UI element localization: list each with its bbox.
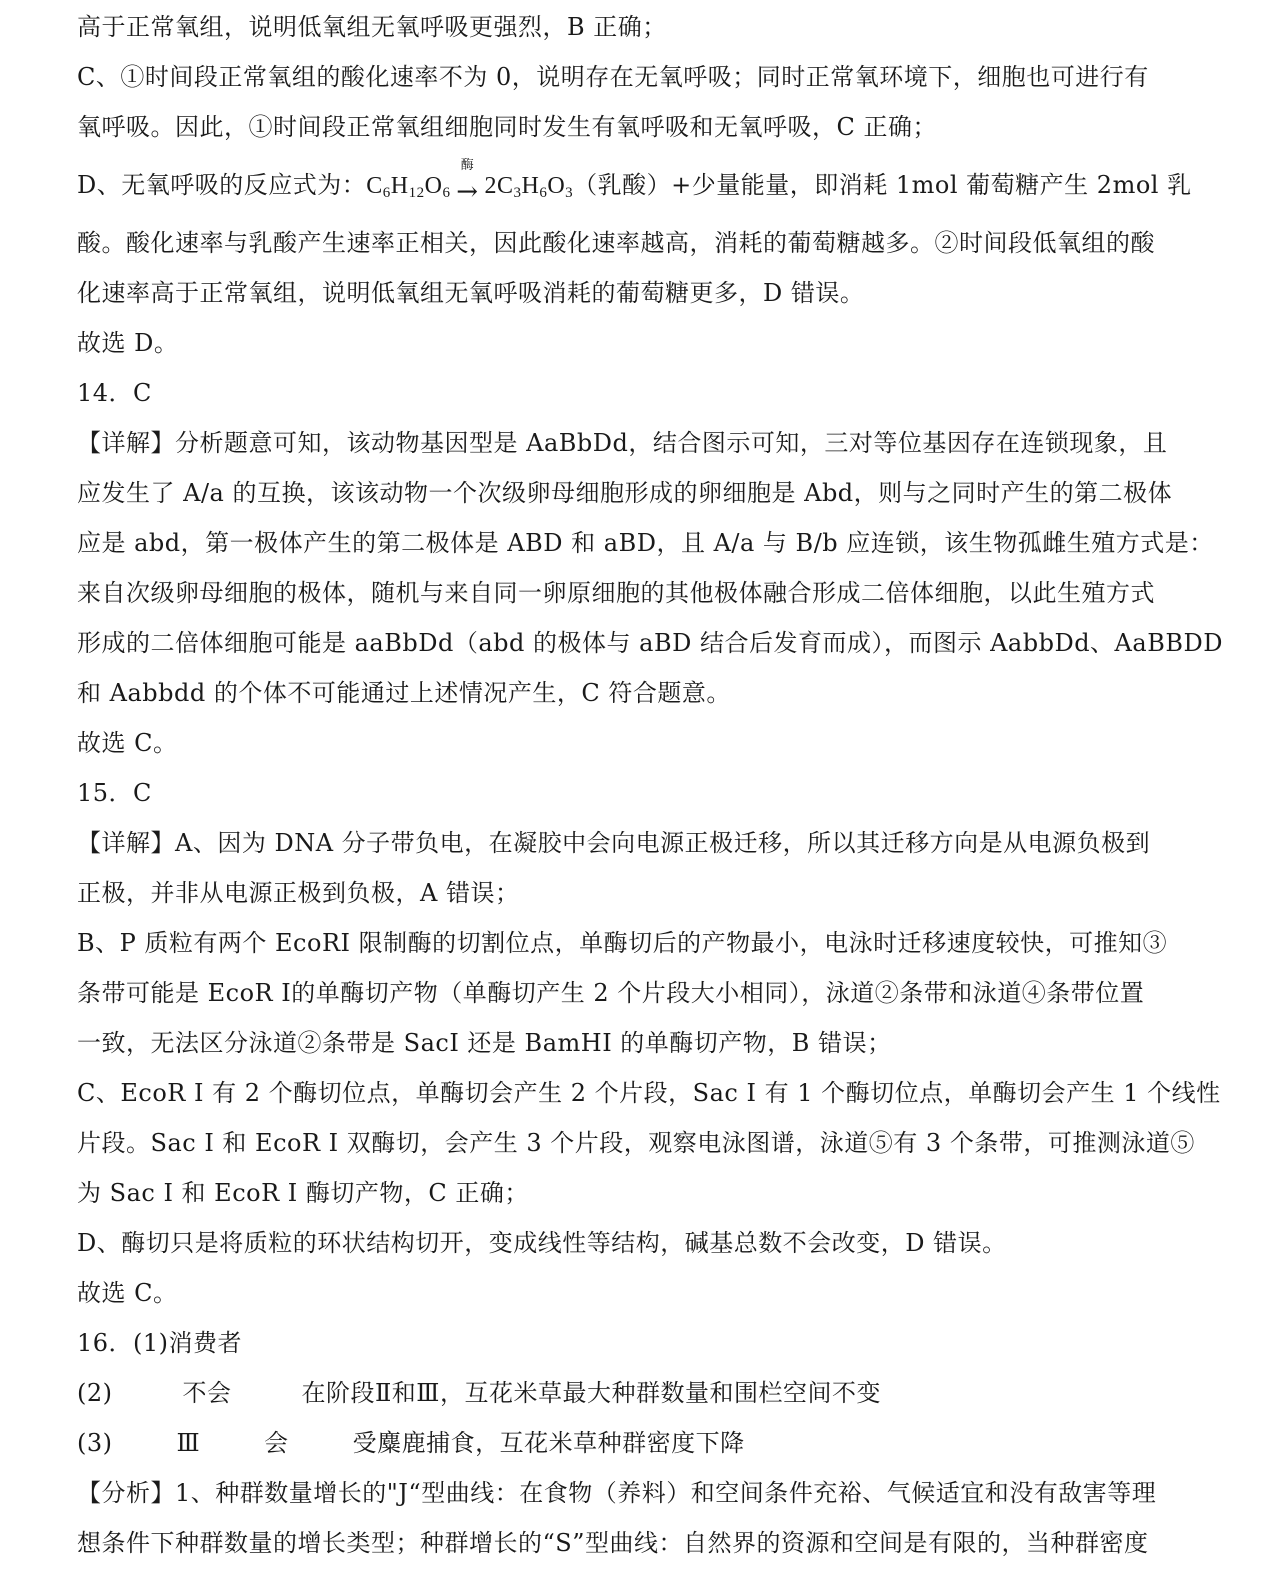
text-line: C、①时间段正常氧组的酸化速率不为 0，说明存在无氧呼吸；同时正常氧环境下，细胞也可进行有	[77, 63, 1149, 91]
question-16-part-3	[77, 1428, 1197, 1458]
text-line: C、EcoR I 有 2 个酶切位点，单酶切会产生 2 个片段，Sac I 有 1 个酶切位点，单酶切会产生 1 个线性	[77, 1079, 1221, 1107]
text-line: 为 Sac I 和 EcoR I 酶切产物，C 正确；	[77, 1179, 529, 1207]
text-line: 来自次级卵母细胞的极体，随机与来自同一卵原细胞的其他极体融合形成二倍体细胞，以此生殖方式	[77, 579, 1155, 607]
text-line: D、酶切只是将质粒的环状结构切开，变成线性等结构，碱基总数不会改变，D 错误。	[77, 1229, 1007, 1257]
text-line: 片段。Sac I 和 EcoR I 双酶切，会产生 3 个片段，观察电泳图谱，泳道⑤有 3 个条带，可推测泳道⑤	[77, 1129, 1195, 1157]
text-line: 【详解】分析题意可知，该动物基因型是 AaBbDd，结合图示可知，三对等位基因存在连锁现象，且	[77, 429, 1168, 457]
text-line: 氧呼吸。因此，①时间段正常氧组细胞同时发生有氧呼吸和无氧呼吸，C 正确；	[77, 113, 937, 141]
answer-conclusion: 故选 C。	[77, 729, 178, 757]
equation-prefix: D、无氧呼吸的反应式为：	[77, 171, 367, 199]
question-15-answer: 15．C	[77, 779, 152, 807]
text-line: 正极，并非从电源正极到负极，A 错误；	[77, 879, 520, 907]
equation-suffix: （乳酸）+少量能量，即消耗 1mol 葡萄糖产生 2mol 乳	[573, 171, 1192, 199]
part-reason: 受麋鹿捕食，互花米草种群密度下降	[352, 1429, 745, 1457]
text-line: 条带可能是 EcoR Ⅰ的单酶切产物（单酶切产生 2 个片段大小相同），泳道②条带和泳道④条带位置	[77, 979, 1145, 1007]
text-line: 应是 abd，第一极体产生的第二极体是 ABD 和 aBD，且 A/a 与 B/b 应连锁，该生物孤雌生殖方式是：	[77, 529, 1214, 557]
text-line: 一致，无法区分泳道②条带是 SacI 还是 BamHI 的单酶切产物，B 错误；	[77, 1029, 892, 1057]
text-line: B、P 质粒有两个 EcoRI 限制酶的切割位点，单酶切后的产物最小，电泳时迁移速度较快，可推知③	[77, 929, 1168, 957]
text-line: 化速率高于正常氧组，说明低氧组无氧呼吸消耗的葡萄糖更多，D 错误。	[77, 279, 865, 307]
text-line: 应发生了 A/a 的互换，该该动物一个次级卵母细胞形成的卵细胞是 Abd，则与之同时产生的第二极体	[77, 479, 1173, 507]
part-answer: 不会	[182, 1379, 232, 1407]
question-16-part-1: 16．(1)消费者	[77, 1329, 243, 1357]
text-line: 酸。酸化速率与乳酸产生速率正相关，因此酸化速率越高，消耗的葡萄糖越多。②时间段低氧组的酸	[77, 229, 1155, 257]
catalyst-label: 酶	[460, 158, 475, 173]
lactic-acid-formula: $2C_3H_6O_3$	[484, 173, 574, 201]
part-stage: Ⅲ	[176, 1429, 201, 1457]
part-reason: 在阶段Ⅱ和Ⅲ，互花米草最大种群数量和围栏空间不变	[301, 1379, 881, 1407]
text-line: 【分析】1、种群数量增长的"J“型曲线：在食物（养料）和空间条件充裕、气候适宜和没有敌害等理	[77, 1479, 1157, 1507]
question-14-answer: 14．C	[77, 379, 152, 407]
question-16-part-2	[77, 1378, 1197, 1408]
text-line: 想条件下种群数量的增长类型；种群增长的“S”型曲线：自然界的资源和空间是有限的，当种群密度	[77, 1529, 1149, 1557]
part-label: (3)	[77, 1429, 113, 1457]
glucose-formula: $C_6H_{12}O_6$	[366, 173, 451, 201]
part-answer: 会	[264, 1429, 289, 1457]
reaction-equation-line	[77, 158, 1197, 207]
text-line: 形成的二倍体细胞可能是 aaBbDd（abd 的极体与 aBD 结合后发育而成），而图示 AabbDd、AaBBDD	[77, 629, 1223, 657]
text-line: 和 Aabbdd 的个体不可能通过上述情况产生，C 符合题意。	[77, 679, 731, 707]
text-line: 【详解】A、因为 DNA 分子带负电，在凝胶中会向电源正极迁移，所以其迁移方向是从电源负极到	[77, 829, 1151, 857]
text-line: 高于正常氧组，说明低氧组无氧呼吸更强烈，B 正确；	[77, 13, 667, 41]
answer-conclusion: 故选 D。	[77, 329, 179, 357]
part-label: (2)	[77, 1379, 113, 1407]
answer-conclusion: 故选 C。	[77, 1279, 178, 1307]
reaction-arrow-icon: 酶 →	[450, 171, 484, 201]
